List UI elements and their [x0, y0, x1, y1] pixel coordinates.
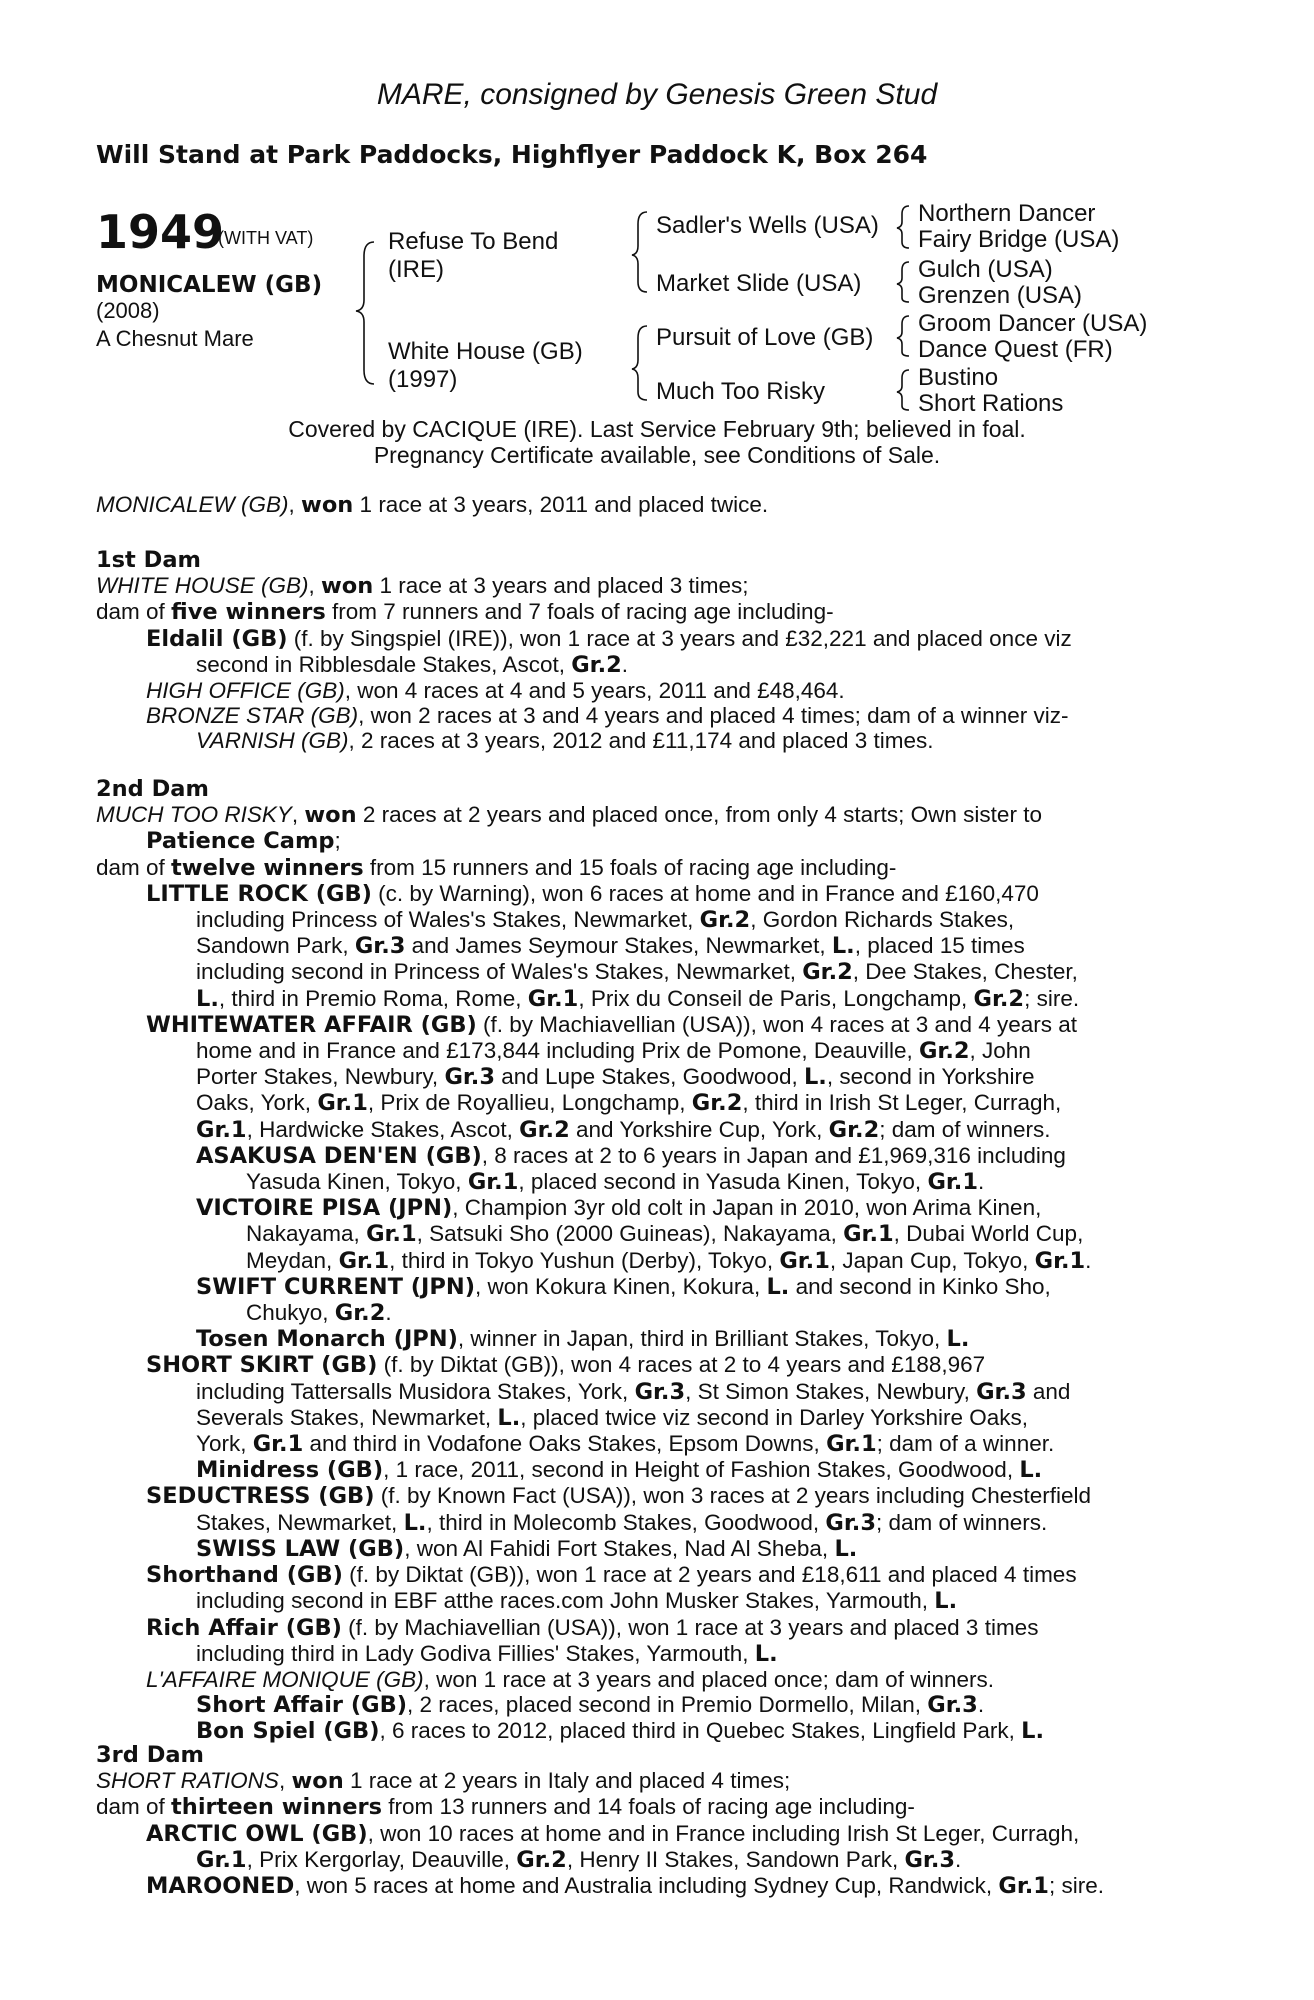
text-run: Gr.3: [354, 933, 406, 960]
text-run: Gr.1: [1034, 1247, 1086, 1274]
text-run: ; dam of winners.: [879, 1116, 1051, 1142]
text-run: including Tattersalls Musidora Stakes, York,: [196, 1378, 635, 1404]
ss-sire: Northern Dancer: [918, 200, 1096, 227]
text-line: [96, 1248, 1226, 1274]
text-run: L.: [803, 1064, 827, 1091]
text-run: (c. by Warning), won 6 races at home and in France and £160,470: [371, 880, 1039, 906]
text-run: L.: [1021, 1718, 1044, 1745]
text-run: .: [977, 1692, 985, 1718]
text-line: [96, 626, 1226, 652]
text-line: [96, 1012, 1226, 1038]
dd-dam: Short Rations: [918, 390, 1064, 417]
text-run: , Dubai World Cup,: [893, 1221, 1084, 1247]
text-line: [96, 1221, 1226, 1247]
text-run: MAROONED: [146, 1873, 295, 1900]
section-heading: 2nd Dam: [96, 776, 209, 802]
text-run: WHITEWATER AFFAIR (GB): [146, 1011, 477, 1038]
text-run: ;: [334, 828, 341, 854]
text-line: [96, 1431, 1226, 1457]
text-run: Gr.2: [802, 959, 853, 986]
text-run: ; dam of winners.: [875, 1509, 1048, 1535]
text-run: .: [978, 1169, 985, 1195]
text-run: Gr.2: [973, 985, 1025, 1012]
text-line: [96, 599, 1226, 625]
text-run: Gr.1: [826, 1431, 877, 1458]
text-run: , 1 race, 2011, second in Height of Fashion Stakes, Goodwood,: [383, 1457, 1020, 1483]
text-line: [96, 907, 1226, 933]
text-line: [96, 986, 1226, 1012]
text-line: [96, 1821, 1226, 1847]
dd-sire: Bustino: [918, 364, 999, 391]
second-dam-section: [96, 777, 1226, 1745]
text-run: Gr.1: [843, 1221, 894, 1248]
text-run: , won 1 race at 3 years and placed once; dam of winners.: [423, 1666, 994, 1692]
text-line: MONICALEW (GB), won 1 race at 3 years, 2011 and placed twice.: [96, 492, 769, 518]
text-run: (f. by Diktat (GB)), won 4 races at 2 to 4 years and £188,967: [377, 1352, 986, 1378]
text-run: ARCTIC OWL (GB): [146, 1820, 368, 1847]
text-run: ,: [291, 802, 305, 828]
text-run: L.: [946, 1326, 970, 1353]
text-run: (f. by Singspiel (IRE)), won 1 race at 3 years and £32,221 and placed once viz: [287, 625, 1072, 651]
text-run: , Satsuki Sho (2000 Guineas), Nakayama,: [416, 1221, 844, 1247]
text-run: Sandown Park,: [196, 933, 355, 959]
text-run: Gr.2: [571, 651, 622, 678]
text-line: [96, 652, 1226, 678]
text-run: L.: [754, 1640, 778, 1667]
text-run: from 15 runners and 15 foals of racing age including-: [363, 854, 897, 880]
text-run: Gr.3: [634, 1378, 686, 1405]
sd-sire: Gulch (USA): [918, 256, 1053, 283]
text-line: [96, 1692, 1226, 1718]
ds-dam: Dance Quest (FR): [918, 336, 1113, 363]
text-run: twelve winners: [171, 854, 364, 881]
text-run: SWISS LAW (GB): [196, 1535, 405, 1562]
text-run: 1 race at 3 years and placed 3 times;: [373, 573, 749, 599]
text-run: ; sire.: [1024, 985, 1080, 1011]
pedigree-braces: [0, 0, 1314, 420]
text-line: [96, 1090, 1226, 1116]
text-run: dam of: [96, 854, 172, 880]
text-line: [96, 703, 1226, 728]
text-run: from 7 runners and 7 foals of racing age including-: [325, 599, 834, 625]
summary-won: won: [301, 492, 354, 518]
text-line: [96, 1483, 1226, 1509]
text-run: SEDUCTRESS (GB): [146, 1483, 375, 1510]
text-run: Short Affair (GB): [196, 1692, 408, 1719]
text-run: , third in Tokyo Yushun (Derby), Tokyo,: [389, 1247, 780, 1273]
text-line: [96, 1117, 1226, 1143]
text-line: [96, 1326, 1226, 1352]
text-run: , Hardwicke Stakes, Ascot,: [246, 1116, 520, 1142]
text-run: (f. by Machiavellian (USA)), won 1 race at 3 years and placed 3 times: [341, 1614, 1039, 1640]
summary-rest: 1 race at 3 years, 2011 and placed twice.: [353, 492, 769, 517]
text-run: .: [955, 1846, 962, 1872]
text-run: ,: [308, 573, 322, 599]
text-line: [96, 1847, 1226, 1873]
text-run: Eldalil (GB): [146, 625, 288, 652]
text-run: Oaks, York,: [196, 1090, 318, 1116]
text-run: , Japan Cup, Tokyo,: [829, 1247, 1035, 1273]
text-run: Chukyo,: [246, 1300, 335, 1326]
text-line: [96, 1588, 1226, 1614]
text-run: (f. by Machiavellian (USA)), won 4 races at 3 and 4 years at: [476, 1011, 1078, 1037]
text-line: [96, 1169, 1226, 1195]
text-run: Gr.3: [904, 1846, 956, 1873]
vat-note: (WITH VAT): [218, 228, 314, 248]
text-line: [96, 1718, 1226, 1744]
text-run: thirteen winners: [171, 1794, 383, 1821]
text-run: L.: [497, 1404, 521, 1431]
text-line: [96, 1562, 1226, 1588]
text-run: Gr.2: [334, 1300, 386, 1327]
text-line: [96, 1615, 1226, 1641]
text-run: 2 races at 2 years and placed once, from only 4 starts; Own sister to: [356, 802, 1042, 828]
ss-dam: Fairy Bridge (USA): [918, 226, 1120, 253]
text-run: , Henry II Stakes, Sandown Park,: [566, 1846, 905, 1872]
dam-year: (1997): [388, 366, 458, 393]
covered-note: Covered by CACIQUE (IRE). Last Service February 9th; believed in foal.: [288, 416, 1026, 442]
text-run: BRONZE STAR (GB): [146, 703, 359, 729]
text-line: [96, 1300, 1226, 1326]
text-run: and James Seymour Stakes, Newmarket,: [405, 933, 832, 959]
text-run: L.: [1019, 1457, 1043, 1484]
text-line: [96, 1405, 1226, 1431]
text-run: , won Al Fahidi Fort Stakes, Nad Al Sheba,: [404, 1535, 835, 1561]
text-run: home and in France and £173,844 including Prix de Pomone, Deauville,: [196, 1038, 919, 1064]
text-run: , 2 races at 3 years, 2012 and £11,174 and placed 3 times.: [348, 728, 934, 754]
text-run: Gr.1: [467, 1169, 519, 1196]
text-run: Minidress (GB): [196, 1457, 384, 1484]
text-run: Severals Stakes, Newmarket,: [196, 1404, 498, 1430]
text-run: , 6 races to 2012, placed third in Quebec Stakes, Lingfield Park,: [379, 1718, 1022, 1744]
text-line: [96, 933, 1226, 959]
text-run: ASAKUSA DEN'EN (GB): [196, 1142, 482, 1169]
text-run: Gr.3: [825, 1509, 876, 1536]
text-run: Gr.2: [516, 1846, 567, 1873]
text-run: , winner in Japan, third in Brilliant Stakes, Tokyo,: [457, 1326, 947, 1352]
text-line: [96, 1038, 1226, 1064]
text-run: WHITE HOUSE (GB): [96, 573, 309, 599]
text-run: , Champion 3yr old colt in Japan in 2010, won Arima Kinen,: [452, 1195, 1042, 1221]
text-run: , Prix Kergorlay, Deauville,: [246, 1846, 517, 1872]
text-run: , 2 races, placed second in Premio Dormello, Milan,: [407, 1692, 928, 1718]
text-line: [96, 1195, 1226, 1221]
text-run: , third in Irish St Leger, Curragh,: [742, 1090, 1062, 1116]
text-run: Rich Affair (GB): [146, 1614, 342, 1641]
text-run: ; sire.: [1048, 1873, 1104, 1899]
text-run: L.: [766, 1273, 790, 1300]
text-run: ; dam of a winner.: [876, 1431, 1055, 1457]
text-run: Gr.1: [779, 1247, 830, 1274]
text-run: including Princess of Wales's Stakes, Newmarket,: [196, 907, 700, 933]
third-dam-section: [96, 1743, 1226, 1899]
text-run: HIGH OFFICE (GB): [146, 678, 345, 704]
text-line: [96, 1457, 1226, 1483]
text-run: L.: [934, 1588, 958, 1615]
dam-name: White House (GB): [388, 338, 583, 365]
text-run: L.: [831, 933, 855, 960]
text-run: , second in Yorkshire: [826, 1064, 1035, 1090]
text-run: , placed second in Yasuda Kinen, Tokyo,: [518, 1169, 928, 1195]
text-run: L.: [834, 1535, 858, 1562]
text-run: , third in Molecomb Stakes, Goodwood,: [426, 1509, 826, 1535]
text-run: , John: [969, 1038, 1031, 1064]
text-run: VICTOIRE PISA (JPN): [196, 1195, 453, 1222]
text-run: including third in Lady Godiva Fillies' Stakes, Yarmouth,: [196, 1640, 755, 1666]
text-run: and second in Kinko Sho,: [789, 1273, 1051, 1299]
text-run: 1 race at 2 years in Italy and placed 4 times;: [343, 1768, 791, 1794]
text-run: , Dee Stakes, Chester,: [852, 959, 1078, 985]
text-run: including second in Princess of Wales's Stakes, Newmarket,: [196, 959, 803, 985]
text-line: [96, 1873, 1226, 1899]
text-run: Gr.1: [366, 1221, 417, 1248]
text-run: SHORT SKIRT (GB): [146, 1352, 378, 1379]
text-run: Gr.2: [519, 1116, 570, 1143]
text-line: [96, 828, 1226, 854]
text-run: , Prix de Royallieu, Longchamp,: [367, 1090, 692, 1116]
pregnancy-note: Pregnancy Certificate available, see Conditions of Sale.: [373, 442, 941, 468]
text-run: Gr.3: [976, 1378, 1027, 1405]
text-line: [96, 678, 1226, 703]
text-line: [96, 1352, 1226, 1378]
text-run: Gr.1: [317, 1090, 368, 1117]
text-run: .: [385, 1300, 392, 1326]
text-run: York,: [196, 1431, 253, 1457]
text-run: Yasuda Kinen, Tokyo,: [246, 1169, 468, 1195]
text-run: , won 10 races at home and in France including Irish St Leger, Curragh,: [367, 1820, 1080, 1846]
text-run: SHORT RATIONS: [96, 1768, 279, 1794]
text-run: , St Simon Stakes, Newbury,: [685, 1378, 977, 1404]
text-line: [96, 728, 1226, 753]
sd-dam: Grenzen (USA): [918, 282, 1083, 309]
ds-sire: Groom Dancer (USA): [918, 310, 1148, 337]
text-run: Gr.1: [338, 1247, 390, 1274]
text-run: L.: [196, 985, 219, 1012]
text-run: Nakayama,: [246, 1221, 367, 1247]
text-line: [96, 573, 1226, 599]
text-run: dam of: [96, 599, 172, 625]
text-run: won: [321, 573, 374, 600]
text-run: Gr.3: [927, 1692, 978, 1719]
text-run: , won 2 races at 3 and 4 years and placed 4 times; dam of a winner viz-: [358, 703, 1069, 729]
text-run: Tosen Monarch (JPN): [196, 1326, 458, 1353]
text-run: dam of: [96, 1794, 172, 1820]
text-run: (f. by Known Fact (USA)), won 3 races at 2 years including Chesterfield: [374, 1483, 1092, 1509]
section-heading: 3rd Dam: [96, 1742, 204, 1768]
text-line: [96, 1641, 1226, 1667]
text-run: SWIFT CURRENT (JPN): [196, 1273, 476, 1300]
sire-sire: Sadler's Wells (USA): [656, 212, 879, 239]
text-run: (f. by Diktat (GB)), won 1 race at 2 years and £18,611 and placed 4 times: [342, 1562, 1077, 1588]
text-line: [96, 1510, 1226, 1536]
text-run: second in Ribblesdale Stakes, Ascot,: [196, 651, 572, 677]
text-run: Gr.2: [828, 1116, 880, 1143]
text-run: Gr.2: [691, 1090, 743, 1117]
text-run: Meydan,: [246, 1247, 339, 1273]
horse-name: MONICALEW (GB): [96, 272, 323, 298]
summary-name: MONICALEW (GB): [96, 492, 289, 517]
text-run: LITTLE ROCK (GB): [146, 880, 372, 907]
text-line: [96, 1536, 1226, 1562]
text-run: Gr.1: [252, 1431, 304, 1458]
text-run: , won 4 races at 4 and 5 years, 2011 and £48,464.: [344, 678, 845, 704]
text-line: [96, 1143, 1226, 1169]
text-run: and: [1026, 1378, 1071, 1404]
text-run: , won 5 races at home and Australia including Sydney Cup, Randwick,: [294, 1873, 999, 1899]
stand-location: Will Stand at Park Paddocks, Highflyer Paddock K, Box 264: [96, 140, 928, 169]
text-run: Patience Camp: [146, 828, 335, 855]
horse-description: A Chesnut Mare: [96, 326, 254, 351]
text-run: Shorthand (GB): [146, 1562, 343, 1589]
text-run: and third in Vodafone Oaks Stakes, Epsom Downs,: [303, 1431, 827, 1457]
race-summary: [96, 492, 1226, 518]
sire-country: (IRE): [388, 256, 444, 283]
text-run: L'AFFAIRE MONIQUE (GB): [146, 1666, 424, 1692]
dam-dam: Much Too Risky: [656, 378, 825, 405]
section-heading: 1st Dam: [96, 547, 201, 573]
text-run: , third in Premio Roma, Rome,: [218, 985, 528, 1011]
text-run: Gr.2: [699, 907, 751, 934]
text-run: five winners: [171, 599, 326, 626]
text-line: [96, 1794, 1226, 1820]
text-run: and Yorkshire Cup, York,: [569, 1116, 829, 1142]
text-line: [96, 1274, 1226, 1300]
lot-number: 1949: [96, 205, 225, 259]
text-run: .: [621, 651, 629, 677]
sire-name: Refuse To Bend: [388, 228, 559, 255]
text-run: Gr.1: [998, 1873, 1049, 1900]
text-line: [96, 802, 1226, 828]
text-run: Gr.3: [444, 1064, 495, 1091]
text-line: [96, 1768, 1226, 1794]
text-line: [96, 1379, 1226, 1405]
text-run: from 13 runners and 14 foals of racing age including-: [382, 1794, 915, 1820]
text-run: won: [304, 802, 357, 829]
text-line: [96, 1667, 1226, 1692]
text-line: [96, 855, 1226, 881]
text-run: ,: [278, 1768, 292, 1794]
first-dam-section: [96, 548, 1226, 754]
text-run: , placed 15 times: [854, 933, 1025, 959]
text-run: Gr.2: [918, 1038, 970, 1065]
text-run: MUCH TOO RISKY: [96, 802, 292, 828]
text-run: Gr.1: [527, 985, 579, 1012]
text-run: Stakes, Newmarket,: [196, 1509, 404, 1535]
text-line: [96, 881, 1226, 907]
text-run: L.: [403, 1509, 427, 1536]
text-run: won: [291, 1768, 344, 1795]
text-run: , won Kokura Kinen, Kokura,: [475, 1273, 767, 1299]
text-run: VARNISH (GB): [196, 728, 349, 754]
text-run: Gr.1: [196, 1846, 247, 1873]
text-run: , 8 races at 2 to 6 years in Japan and £1,969,316 including: [481, 1142, 1066, 1168]
text-line: [96, 1064, 1226, 1090]
text-run: including second in EBF atthe races.com John Musker Stakes, Yarmouth,: [196, 1588, 935, 1614]
consignment-header: MARE, consigned by Genesis Green Stud: [376, 78, 938, 111]
text-line: [96, 959, 1226, 985]
text-run: Gr.1: [196, 1116, 247, 1143]
text-run: , placed twice viz second in Darley Yorkshire Oaks,: [520, 1404, 1028, 1430]
text-run: .: [1085, 1247, 1092, 1273]
horse-birth-year: (2008): [96, 298, 160, 323]
text-run: , Prix du Conseil de Paris, Longchamp,: [578, 985, 974, 1011]
text-run: , Gordon Richards Stakes,: [750, 907, 1015, 933]
text-run: and Lupe Stakes, Goodwood,: [495, 1064, 804, 1090]
dam-sire: Pursuit of Love (GB): [656, 324, 874, 351]
sire-dam: Market Slide (USA): [656, 270, 862, 297]
text-run: Gr.1: [927, 1169, 978, 1196]
text-run: Bon Spiel (GB): [196, 1718, 380, 1745]
text-run: Porter Stakes, Newbury,: [196, 1064, 445, 1090]
